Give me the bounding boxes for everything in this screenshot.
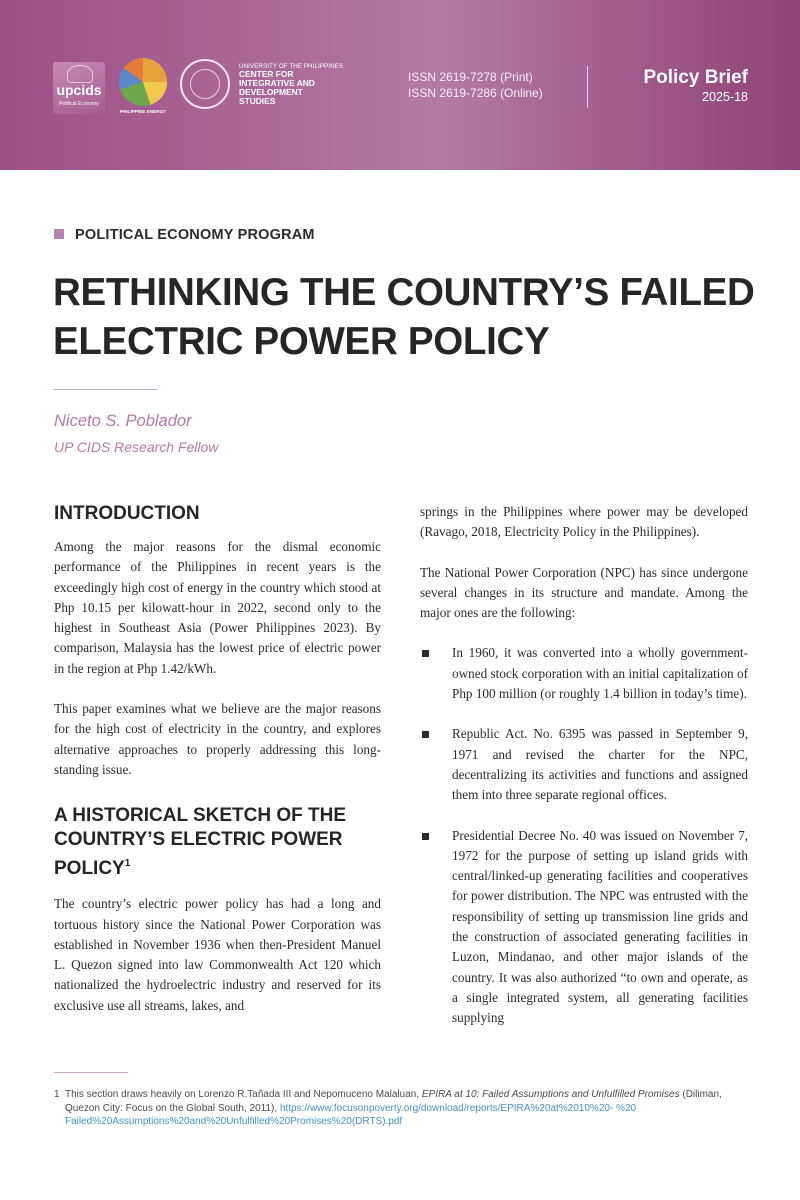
oblation-icon [67, 65, 93, 83]
center-name-line: STUDIES [239, 96, 276, 106]
philippine-energy-logo [117, 58, 169, 120]
issn-online: ISSN 2619-7286 (Online) [408, 86, 543, 100]
center-name-line: CENTER FOR [239, 69, 294, 79]
upcids-logo-text: upcids [56, 82, 102, 98]
footnote-number: 1 [54, 1089, 60, 1100]
issn-print: ISSN 2619-7278 (Print) [408, 70, 533, 84]
history-heading [54, 804, 381, 881]
footnote-divider [54, 1072, 128, 1073]
left-column [54, 502, 381, 1016]
history-heading-text: A HISTORICAL SKETCH OF THE COUNTRY’S ELECTRIC POWER POLICY [54, 805, 347, 880]
title-line: RETHINKING THE COUNTRY’S FAILED [53, 271, 755, 314]
author-affiliation: UP CIDS Research Fellow [54, 439, 219, 455]
intro-paragraph-1: Among the major reasons for the dismal economic performance of the Philippines in recent years is the exceedingly high cost of energy in the country which stood at Php 10.15 per kilowatt-hour in 2022, second only to the highest in Southeast Asia (Power Philippines 2023). By comparison, Malaysia has the lowest price of electric power in the region at Php 1.42/kWh. [54, 539, 381, 676]
list-item [420, 826, 748, 1029]
intro-paragraph-2: This paper examines what we believe are the major reasons for the high cost of electricity in the country, and explores alternative approaches to properly addressing this long-standing issue. [54, 701, 381, 777]
list-item-text: Presidential Decree No. 40 was issued on November 7, 1972 for the purpose of setting up island grids with central/linked-up generating facilities and cooperatives for power distribution. The NPC was entrusted with the responsibility of setting up transmission line grids and the construction of associated generating facilities in Luzon, Mindanao, and other major islands of the country. It was also authorized “to own and operate, as a single integrated system, all generating facilities supplying [452, 827, 748, 1026]
up-seal-icon [180, 59, 230, 109]
upcids-logo [53, 62, 105, 114]
bullet-square-icon [422, 833, 429, 840]
policy-brief-number: 2025-18 [702, 90, 748, 104]
bullet-square-icon [422, 731, 429, 738]
page-title [53, 268, 763, 366]
issn-block [408, 69, 543, 101]
header-divider [587, 66, 588, 108]
bullet-square-icon [422, 650, 429, 657]
footnote [54, 1088, 754, 1129]
center-name-block [239, 63, 369, 106]
upcids-logo-subtext: Political Economy [59, 101, 99, 107]
history-paragraph-1: The country’s electric power policy has had a long and tortuous history since the National Power Corporation was established in November 1936 when then-President Manuel L. Quezon signed into law Commonwealth Act 120 which nationalized the hydroelectric industry and reserved for its exclusive use all streams, lakes, and [54, 896, 381, 1013]
footnote-ref[interactable]: 1 [124, 858, 131, 870]
introduction-heading: INTRODUCTION [54, 503, 200, 524]
policy-brief-label: Policy Brief [643, 67, 748, 88]
program-label [54, 227, 315, 243]
list-item-text: Republic Act. No. 6395 was passed in September 9, 1971 and revised the charter for the NPC, decentralizing its activities and functions and assigned them into three separate regional offices. [452, 726, 748, 803]
npc-changes-list [420, 643, 748, 1028]
header-banner [0, 0, 800, 170]
footnote-source-title: EPIRA at 10: Failed Assumptions and Unfulfilled Promises [421, 1089, 680, 1100]
center-name-line: DEVELOPMENT [239, 87, 303, 97]
author-name: Niceto S. Poblador [54, 412, 192, 430]
right-column [420, 502, 748, 1029]
energy-emblem-icon [119, 58, 167, 106]
continued-paragraph: springs in the Philippines where power may be developed (Ravago, 2018, Electricity Policy in the Philippines). [420, 504, 748, 540]
program-square-icon [54, 229, 64, 239]
list-item-text: In 1960, it was converted into a wholly government-owned stock corporation with an initial capitalization of Php 100 million (or roughly 1.4 billion in today’s time). [452, 645, 748, 702]
energy-logo-caption: PHILIPPINE ENERGY [119, 109, 167, 114]
title-line: ELECTRIC POWER POLICY [53, 320, 550, 363]
program-name: POLITICAL ECONOMY PROGRAM [75, 227, 315, 243]
university-name: UNIVERSITY OF THE PHILIPPINES [239, 63, 344, 70]
footnote-publisher: (Diliman, Quezon City: Focus on the Global South, 2011), [65, 1089, 722, 1114]
list-item [420, 724, 748, 805]
npc-paragraph: The National Power Corporation (NPC) has since undergone several changes in its structure and mandate. Among the major ones are the following: [420, 564, 748, 621]
footnote-text: This section draws heavily on Lorenzo R.Tañada III and Nepomuceno Malaluan, [65, 1089, 422, 1100]
footnote-link[interactable]: https://www.focusonpoverty.org/download/reports/EPIRA%20at%2010%20- %20 Failed%20Assumptions%20and%20Unfulfilled%20Promises%20(DRTS).pdf [65, 1102, 637, 1127]
list-item [420, 643, 748, 704]
title-divider [54, 389, 157, 390]
center-name-line: INTEGRATIVE AND [239, 78, 315, 88]
